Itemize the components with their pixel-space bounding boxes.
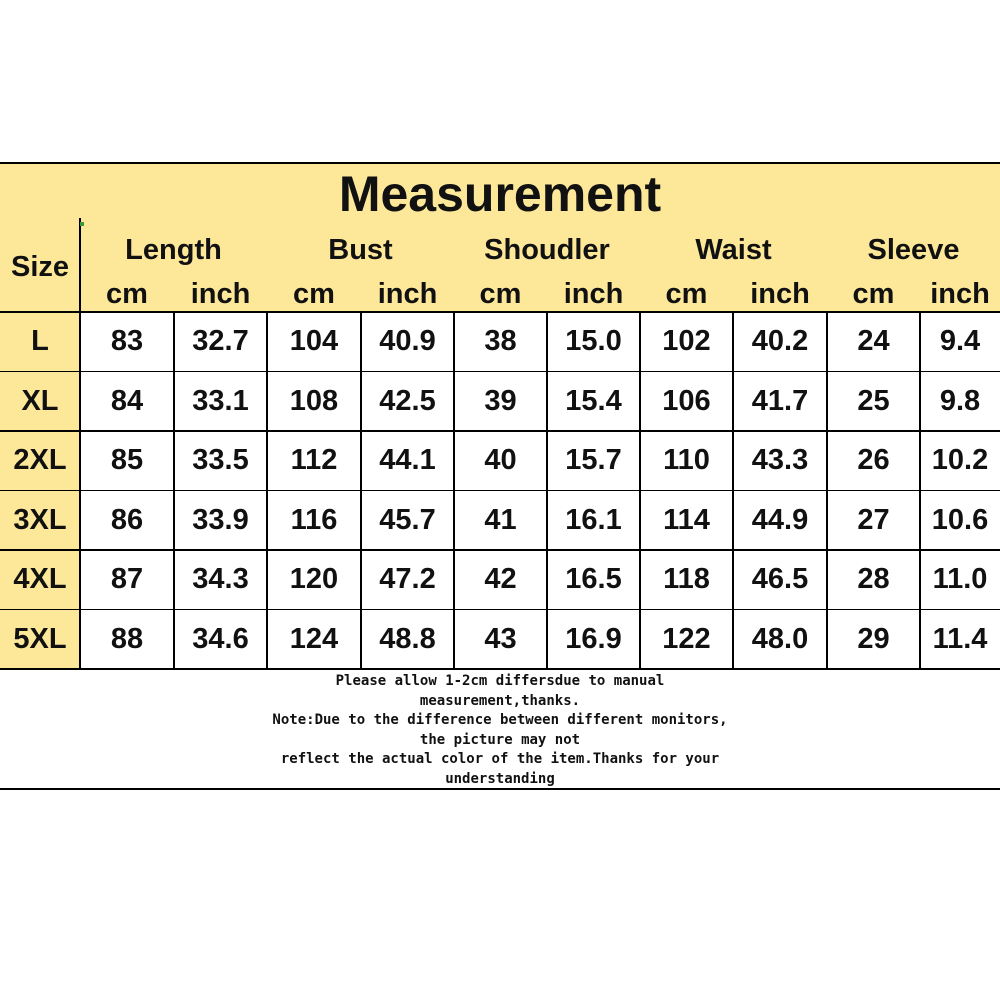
table-cell: 102 — [662, 325, 711, 358]
table-cell: 43 — [484, 622, 517, 655]
table-cell: 16.5 — [565, 563, 622, 596]
size-cell: 2XL — [13, 444, 67, 477]
grid-line — [732, 312, 734, 669]
table-cell: 122 — [662, 622, 711, 655]
table-cell: 110 — [663, 444, 710, 477]
table-cell: 33.1 — [192, 384, 249, 417]
table-cell: 10.2 — [931, 444, 989, 477]
table-cell: 40.9 — [379, 325, 436, 358]
grid-line — [79, 312, 81, 669]
grid-line — [266, 312, 268, 669]
table-cell: 38 — [484, 325, 517, 358]
grid-line — [919, 312, 921, 669]
grid-line — [453, 312, 455, 669]
table-cell: 106 — [662, 384, 711, 417]
table-cell: 116 — [290, 503, 338, 536]
table-cell: 29 — [857, 622, 890, 655]
unit-header-cm: cm — [852, 277, 895, 310]
table-cell: 25 — [857, 384, 890, 417]
note-line: reflect the actual color of the item.Thanks for your — [280, 751, 720, 768]
grid-line — [0, 371, 1000, 373]
table-cell: 26 — [857, 444, 890, 477]
grid-line — [79, 218, 81, 312]
table-cell: 45.7 — [379, 503, 436, 536]
group-header-bust: Bust — [328, 233, 393, 266]
table-cell: 42 — [484, 563, 517, 596]
table-cell: 34.3 — [192, 563, 249, 596]
unit-header-cm: cm — [106, 277, 148, 310]
table-cell: 118 — [663, 563, 710, 596]
group-header-sleeve: Sleeve — [867, 233, 960, 266]
group-header-waist: Waist — [695, 233, 772, 266]
grid-line — [0, 549, 1000, 551]
table-cell: 27 — [857, 503, 890, 536]
grid-line — [360, 312, 362, 669]
size-header: Size — [10, 250, 70, 283]
table-cell: 9.8 — [939, 384, 981, 417]
table-cell: 15.4 — [565, 384, 622, 417]
size-cell: 4XL — [13, 563, 67, 596]
grid-line — [0, 162, 1000, 164]
table-cell: 41.7 — [751, 384, 809, 417]
unit-header-inch: inch — [190, 277, 251, 310]
grid-line — [826, 312, 828, 669]
table-cell: 34.6 — [192, 622, 249, 655]
table-cell: 87 — [110, 563, 144, 596]
unit-header-inch: inch — [930, 277, 990, 310]
note-line: the picture may not — [419, 731, 581, 748]
table-cell: 40.2 — [751, 325, 809, 358]
table-cell: 112 — [290, 444, 338, 477]
table-cell: 15.0 — [565, 325, 622, 358]
table-cell: 44.9 — [751, 503, 809, 536]
table-cell: 85 — [110, 444, 144, 477]
size-cell: 3XL — [13, 503, 67, 536]
grid-line — [0, 430, 1000, 432]
group-header-length: Length — [125, 233, 222, 266]
table-cell: 43.3 — [751, 444, 809, 477]
table-cell: 48.8 — [379, 622, 436, 655]
unit-header-cm: cm — [293, 277, 335, 310]
note-line: Please allow 1-2cm differsdue to manual — [335, 673, 665, 689]
table-cell: 32.7 — [192, 325, 249, 358]
marker-dot-icon — [80, 222, 84, 226]
table-cell: 47.2 — [379, 563, 436, 596]
grid-line — [0, 311, 1000, 313]
table-cell: 33.9 — [192, 503, 249, 536]
table-cell: 46.5 — [751, 563, 809, 596]
size-cell: XL — [21, 384, 59, 417]
unit-header-inch: inch — [377, 277, 438, 310]
table-cell: 9.4 — [939, 325, 981, 358]
grid-line — [639, 312, 641, 669]
table-cell: 48.0 — [751, 622, 809, 655]
grid-line — [0, 668, 1000, 670]
table-cell: 41 — [484, 503, 517, 536]
table-cell: 108 — [289, 384, 339, 417]
table-cell: 114 — [663, 503, 710, 536]
grid-line — [546, 312, 548, 669]
table-cell: 84 — [110, 384, 144, 417]
note-line: measurement,thanks. — [419, 692, 581, 709]
size-cell: 5XL — [13, 622, 67, 655]
table-cell: 44.1 — [379, 444, 436, 477]
table-cell: 33.5 — [192, 444, 249, 477]
grid-line — [173, 312, 175, 669]
unit-header-cm: cm — [479, 277, 522, 310]
table-cell: 40 — [484, 444, 517, 477]
table-cell: 39 — [484, 384, 517, 417]
table-cell: 86 — [110, 503, 144, 536]
table-cell: 16.9 — [565, 622, 622, 655]
table-cell: 104 — [289, 325, 339, 358]
table-cell: 16.1 — [565, 503, 622, 536]
grid-line — [0, 609, 1000, 611]
table-cell: 83 — [110, 325, 144, 358]
table-cell: 11.0 — [932, 563, 988, 596]
unit-header-cm: cm — [665, 277, 708, 310]
group-header-shoudler: Shoudler — [484, 233, 610, 266]
note-line: understanding — [445, 771, 555, 787]
size-cell: L — [31, 325, 49, 358]
unit-header-inch: inch — [563, 277, 624, 310]
grid-line — [0, 490, 1000, 492]
unit-header-inch: inch — [750, 277, 810, 310]
table-cell: 124 — [289, 622, 339, 655]
table-title: Measurement — [338, 166, 662, 222]
table-cell: 15.7 — [565, 444, 622, 477]
table-cell: 120 — [289, 563, 339, 596]
table-cell: 10.6 — [931, 503, 989, 536]
table-cell: 24 — [857, 325, 890, 358]
table-cell: 28 — [857, 563, 890, 596]
table-cell: 42.5 — [379, 384, 436, 417]
note-line: Note:Due to the difference between different monitors, — [272, 712, 728, 729]
table-cell: 88 — [110, 622, 144, 655]
table-cell: 11.4 — [932, 622, 988, 655]
